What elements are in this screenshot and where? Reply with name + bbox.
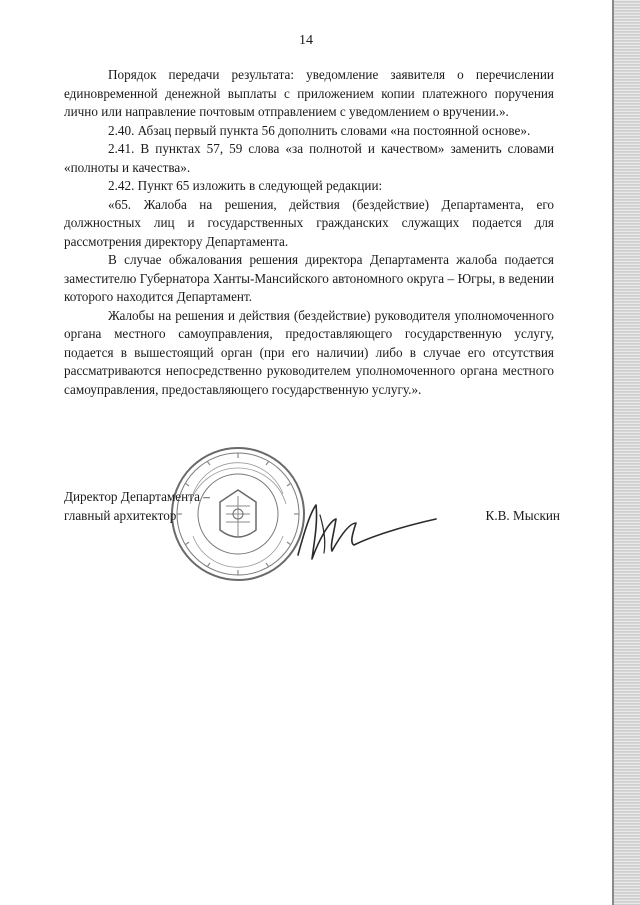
page-number: 14	[299, 33, 313, 48]
paragraph: «65. Жалоба на решения, действия (бездействие) Департамента, его должностных лиц и государственных гражданских служащих подается для рассмотрения директору Департамента.	[64, 196, 554, 249]
paragraph: 2.42. Пункт 65 изложить в следующей редакции:	[108, 178, 383, 193]
paragraph: 2.40. Абзац первый пункта 56 дополнить словами «на постоянной основе».	[108, 122, 531, 138]
signatory-title-line-1: Директор Департамента –	[64, 489, 210, 504]
paragraph: Жалобы на решения и действия (бездействие) руководителя уполномоченного органа местного самоуправления, предоставляющего государственную услугу, подается в вышестоящий орган (при его наличии) либо в случае его отсутствия рассматриваются непосредственно руководителем уполномоченного органа местного самоуправления, предоставляющего государственную услугу.».	[64, 307, 554, 397]
scan-edge-strip	[612, 0, 640, 905]
document-body	[64, 66, 554, 399]
signatory-title-line-2: главный архитектор	[64, 508, 177, 523]
paragraph: Порядок передачи результата: уведомление заявителя о перечислении единовременной денежной выплаты с приложением копии платежного поручения лично или направление почтовым отправлением с уведомлением о вручении.».	[64, 67, 554, 119]
signature-block	[64, 487, 564, 617]
paragraph: В случае обжалования решения директора Департамента жалоба подается заместителю Губернатора Ханты-Мансийского автономного округа – Югры, в ведении которого находится Департамент.	[64, 252, 554, 304]
signatory-name: К.В. Мыскин	[485, 508, 560, 523]
paragraph: 2.41. В пунктах 57, 59 слова «за полнотой и качеством» заменить словами «полноты и качества».	[64, 141, 554, 175]
